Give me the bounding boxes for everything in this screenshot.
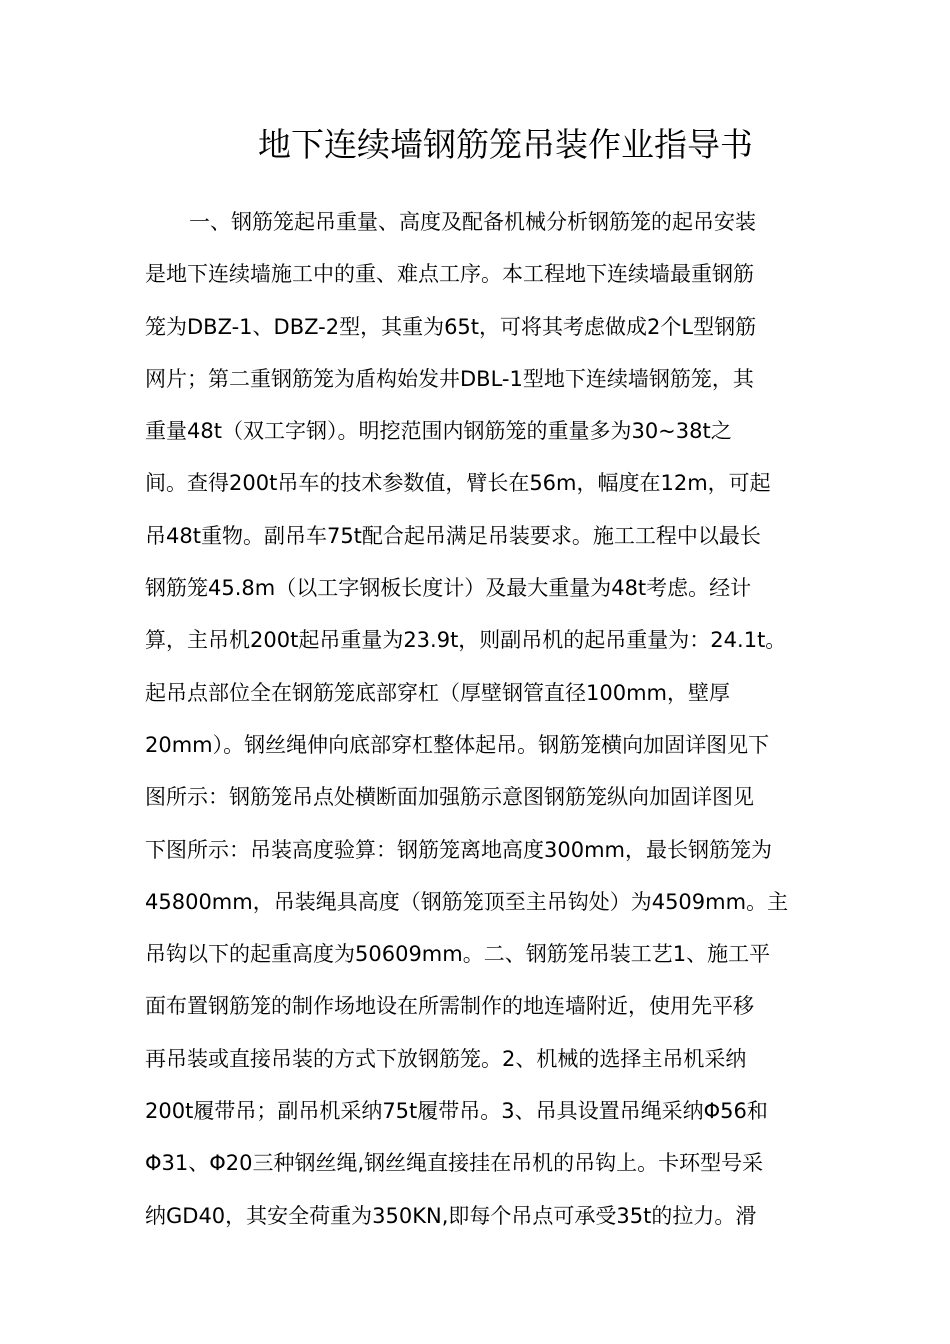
paragraph-line: 图所示：钢筋笼吊点处横断面加强筋示意图钢筋笼纵向加固详图见 bbox=[145, 785, 754, 810]
paragraph-line: 钢筋笼45.8m（以工字钢板长度计）及最大重量为48t考虑。经计 bbox=[145, 576, 752, 601]
paragraph-line: 吊钩以下的起重高度为50609mm。二、钢筋笼吊装工艺1、施工平 bbox=[145, 942, 771, 967]
paragraph-line: 笼为DBZ-1、DBZ-2型，其重为65t，可将其考虑做成2个L型钢筋 bbox=[145, 314, 757, 339]
paragraph-line: 下图所示：吊装高度验算：钢筋笼离地高度300mm，最长钢筋笼为 bbox=[145, 837, 772, 862]
paragraph-line: 网片；第二重钢筋笼为盾构始发井DBL-1型地下连续墙钢筋笼，其 bbox=[145, 366, 754, 391]
paragraph-line: 吊48t重物。副吊车75t配合起吊满足吊装要求。施工工程中以最长 bbox=[145, 523, 761, 548]
paragraph-line: 一、钢筋笼起吊重量、高度及配备机械分析钢筋笼的起吊安装 bbox=[189, 210, 756, 234]
paragraph-line: 是地下连续墙施工中的重、难点工序。本工程地下连续墙最重钢筋 bbox=[145, 262, 754, 287]
paragraph-line: 面布置钢筋笼的制作场地设在所需制作的地连墙附近，使用先平移 bbox=[145, 994, 754, 1019]
paragraph-line: 45800mm，吊装绳具高度（钢筋笼顶至主吊钩处）为4509mm。主 bbox=[145, 889, 789, 914]
paragraph-line: 算，主吊机200t起吊重量为23.9t，则副吊机的起吊重量为：24.1t。 bbox=[145, 628, 787, 653]
paragraph-line: 重量48t（双工字钢）。明挖范围内钢筋笼的重量多为30~38t之 bbox=[145, 419, 732, 444]
paragraph-line: 起吊点部位全在钢筋笼底部穿杠（厚壁钢管直径100mm，壁厚 bbox=[145, 680, 730, 705]
paragraph-line: 200t履带吊；副吊机采纳75t履带吊。3、吊具设置吊绳采纳Φ56和 bbox=[145, 1099, 768, 1124]
paragraph-line: 纳GD40，其安全荷重为350KN,即每个吊点可承受35t的拉力。滑 bbox=[145, 1203, 757, 1228]
paragraph-line: 20mm）。钢丝绳伸向底部穿杠整体起吊。钢筋笼横向加固详图见下 bbox=[145, 732, 770, 757]
paragraph-line: Φ31、Φ20三种钢丝绳,钢丝绳直接挂在吊机的吊钩上。卡环型号采 bbox=[145, 1151, 764, 1176]
paragraph-line: 间。查得200t吊车的技术参数值，臂长在56m，幅度在12m，可起 bbox=[145, 471, 771, 496]
paragraph-line: 再吊装或直接吊装的方式下放钢筋笼。2、机械的选择主吊机采纳 bbox=[145, 1046, 747, 1071]
document-body bbox=[145, 196, 815, 1242]
document-title: 地下连续墙钢筋笼吊装作业指导书 bbox=[258, 125, 753, 164]
